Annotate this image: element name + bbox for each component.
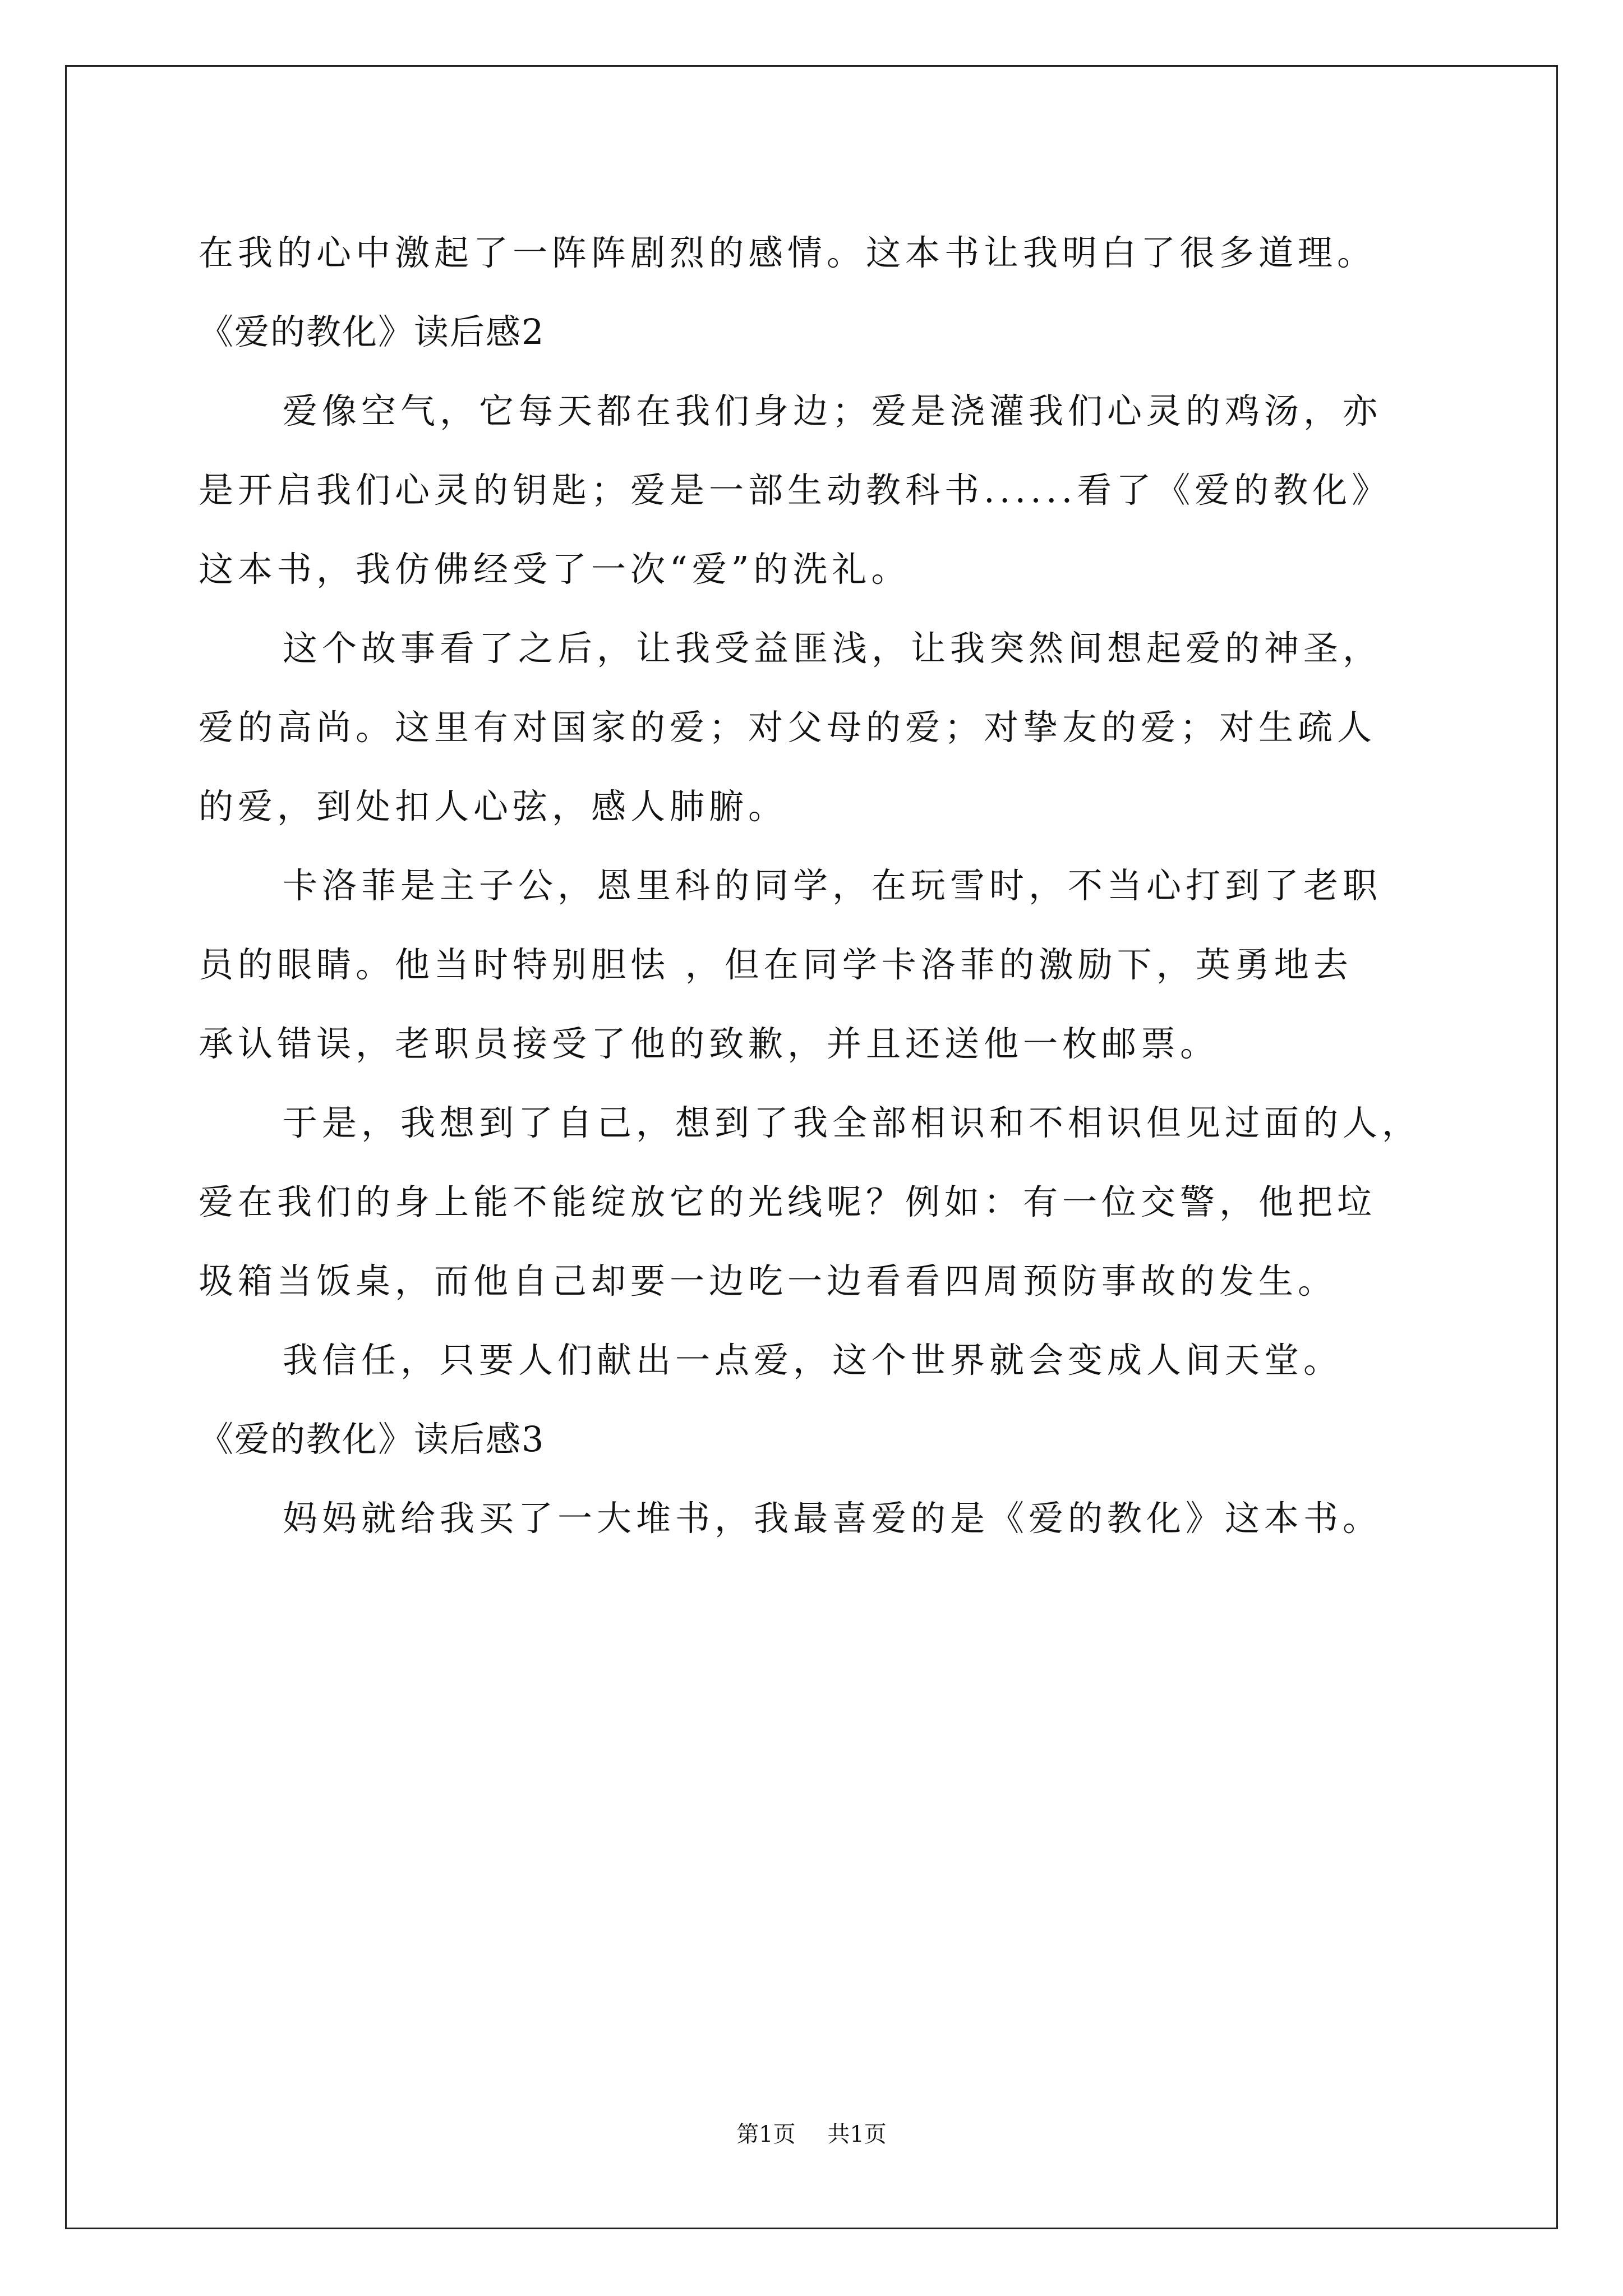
paragraph-line: 这本书，我仿佛经受了一次“爱”的洗礼。 — [199, 549, 911, 590]
paragraph-line: 这个故事看了之后，让我受益匪浅，让我突然间想起爱的神圣， — [283, 628, 1382, 669]
paragraph-line: 爱像空气，它每天都在我们身边；爱是浇灌我们心灵的鸡汤，亦 — [283, 390, 1382, 431]
paragraph-line: 在我的心中激起了一阵阵剧烈的感情。这本书让我明白了很多道理。 — [199, 232, 1377, 273]
paragraph-line: 承认错误，老职员接受了他的致歉，并且还送他一枚邮票。 — [199, 1023, 1220, 1064]
paragraph-line: 我信任，只要人们献出一点爱，这个世界就会变成人间天堂。 — [283, 1340, 1343, 1381]
paragraph-line: 员的眼睛。他当时特别胆怯 ，但在同学卡洛菲的激励下，英勇地去 — [199, 944, 1353, 985]
paragraph-line: 妈妈就给我买了一大堆书，我最喜爱的是《爱的教化》这本书。 — [283, 1498, 1382, 1539]
document-body — [199, 213, 1421, 1558]
page-total: 共1页 — [827, 2122, 887, 2147]
section-heading: 《爱的教化》读后感3 — [199, 1419, 545, 1460]
page-footer — [0, 2120, 1623, 2148]
paragraph-line: 爱的高尚。这里有对国家的爱；对父母的爱；对挚友的爱；对生疏人 — [199, 707, 1377, 748]
section-heading: 《爱的教化》读后感2 — [199, 311, 545, 352]
paragraph-line: 爱在我们的身上能不能绽放它的光线呢？例如：有一位交警，他把垃 — [199, 1181, 1377, 1222]
paragraph-line: 是开启我们心灵的钥匙；爱是一部生动教科书......看了《爱的教化》 — [199, 470, 1391, 510]
page-number: 第1页 — [736, 2122, 796, 2147]
paragraph-line: 于是，我想到了自己，想到了我全部相识和不相识但见过面的人， — [283, 1102, 1422, 1143]
paragraph-line: 卡洛菲是主子公，恩里科的同学，在玩雪时，不当心打到了老职 — [283, 865, 1382, 906]
paragraph-line: 的爱，到处扣人心弦，感人肺腑。 — [199, 786, 788, 827]
paragraph-line: 圾箱当饭桌，而他自己却要一边吃一边看看四周预防事故的发生。 — [199, 1260, 1338, 1301]
